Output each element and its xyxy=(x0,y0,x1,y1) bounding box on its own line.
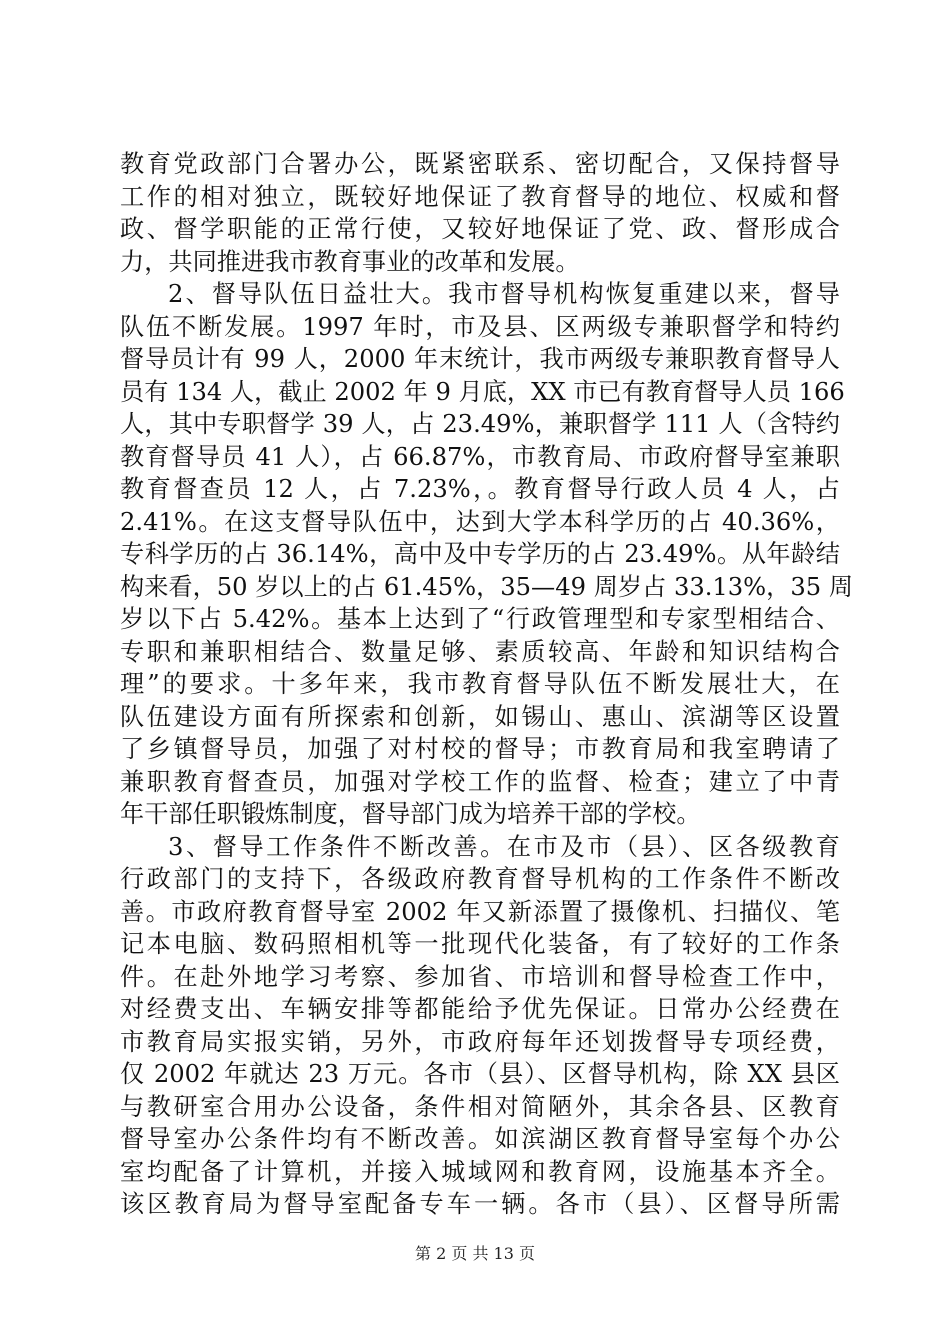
text-line: 与教研室合用办公设备，条件相对简陋外，其余各县、区教育 xyxy=(120,1092,840,1121)
text-line: 行政部门的支持下，各级政府教育督导机构的工作条件不断改 xyxy=(120,865,840,893)
text-line: 仅 2002 年就达 23 万元。各市（县）、区督导机构，除 XX 县区 xyxy=(120,1060,840,1088)
text-line: 市教育局实报实销，另外，市政府每年还划拨督导专项经费， xyxy=(120,1027,840,1056)
text-line: 对经费支出、车辆安排等都能给予优先保证。日常办公经费在 xyxy=(120,995,840,1023)
text-line: 教育党政部门合署办公，既紧密联系、密切配合，又保持督导 xyxy=(120,150,840,178)
text-line: 队伍不断发展。1997 年时，市及县、区两级专兼职督学和特约 xyxy=(120,312,840,341)
text-line: 兼职教育督查员，加强对学校工作的监督、检查；建立了中青 xyxy=(120,767,840,796)
text-line: 岁以下占 5.42%。基本上达到了“行政管理型和专家型相结合、 xyxy=(120,605,840,633)
text-line: 专科学历的占 36.14%，高中及中专学历的占 23.49%。从年龄结 xyxy=(120,540,840,568)
text-line: 了乡镇督导员，加强了对村校的督导；市教育局和我室聘请了 xyxy=(120,735,840,763)
text-line: 构来看，50 岁以上的占 61.45%，35—49 周岁占 33.13%，35 周 xyxy=(120,572,854,601)
text-line: 件。在赴外地学习考察、参加省、市培训和督导检查工作中， xyxy=(120,962,840,991)
text-line: 年干部任职锻炼制度，督导部门成为培养干部的学校。 xyxy=(120,800,701,828)
text-line: 工作的相对独立，既较好地保证了教育督导的地位、权威和督 xyxy=(120,182,840,211)
text-line: 专职和兼职相结合、数量足够、素质较高、年龄和知识结构合 xyxy=(120,637,840,666)
text-line: 政、督学职能的正常行使，又较好地保证了党、政、督形成合 xyxy=(120,215,840,243)
text-line: 督导员计有 99 人，2000 年末统计，我市两级专兼职教育督导人 xyxy=(120,345,840,373)
text-line: 力，共同推进我市教育事业的改革和发展。 xyxy=(120,247,580,276)
text-line: 人，其中专职督学 39 人，占 23.49%，兼职督学 111 人（含特约 xyxy=(120,410,840,438)
text-line: 记本电脑、数码照相机等一批现代化装备，有了较好的工作条 xyxy=(120,930,840,958)
text-line: 该区教育局为督导室配备专车一辆。各市（县）、区督导所需 xyxy=(120,1190,840,1218)
text-line: 队伍建设方面有所探索和创新，如锡山、惠山、滨湖等区设置 xyxy=(120,702,840,731)
text-line: 督导室办公条件均有不断改善。如滨湖区教育督导室每个办公 xyxy=(120,1125,840,1153)
text-line: 2、督导队伍日益壮大。我市督导机构恢复重建以来，督导 xyxy=(168,280,840,308)
text-line: 室均配备了计算机，并接入城域网和教育网，设施基本齐全。 xyxy=(120,1157,840,1186)
text-line: 理”的要求。十多年来，我市教育督导队伍不断发展壮大，在 xyxy=(120,670,840,698)
text-line: 员有 134 人，截止 2002 年 9 月底，XX 市已有教育督导人员 166 xyxy=(120,377,845,406)
text-line: 善。市政府教育督导室 2002 年又新添置了摄像机、扫描仪、笔 xyxy=(120,897,840,926)
text-line: 3、督导工作条件不断改善。在市及市（县）、区各级教育 xyxy=(168,832,840,861)
text-line: 2.41%。在这支督导队伍中，达到大学本科学历的占 40.36%， xyxy=(120,507,840,536)
document-body xyxy=(120,148,854,1221)
text-line: 教育督导员 41 人），占 66.87%，市教育局、市政府督导室兼职 xyxy=(120,442,840,471)
text-line: 教育督查员 12 人，占 7.23%，。教育督导行政人员 4 人，占 xyxy=(120,475,840,503)
page-number-footer: 第 2 页 共 13 页 xyxy=(415,1244,535,1263)
